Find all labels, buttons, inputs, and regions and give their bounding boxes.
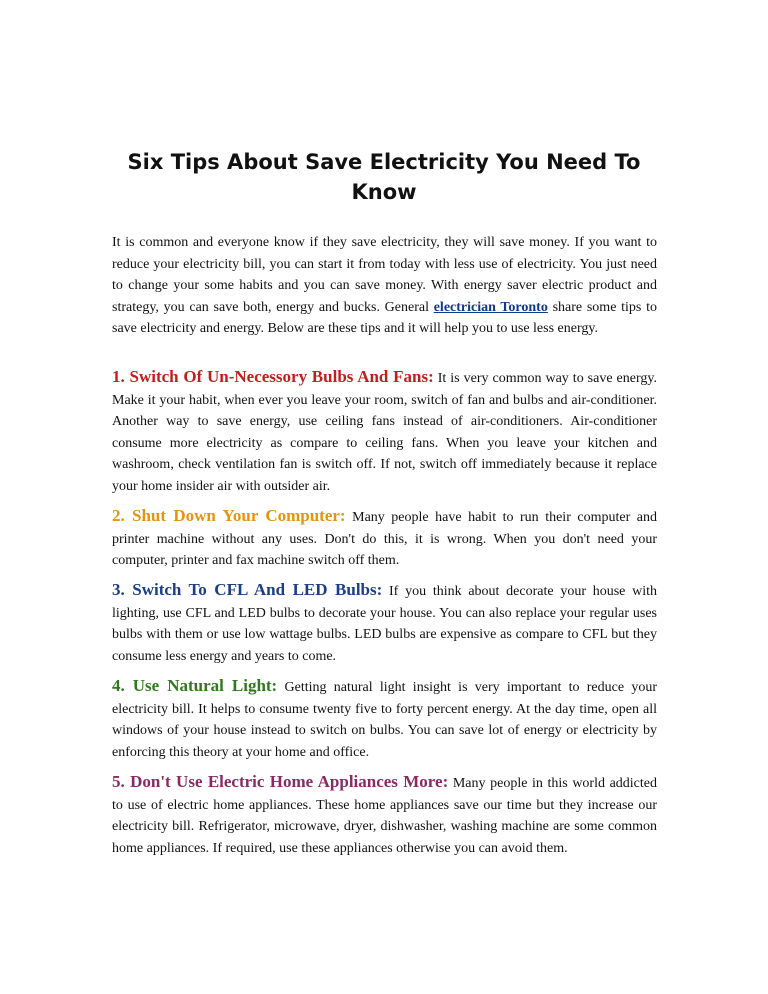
tip-heading: 3. Switch To CFL And LED Bulbs: — [112, 580, 383, 599]
tip-paragraph — [112, 579, 657, 667]
tip-heading: 4. Use Natural Light: — [112, 676, 278, 695]
document-title: Six Tips About Save Electricity You Need To Know — [127, 150, 641, 204]
tip-text: Many people have habit to run their computer and printer machine without any uses. Don't do this, it is wrong. When you don't need your computer, printer and fax machine switch off them. — [112, 510, 657, 568]
electrician-toronto-link[interactable]: electrician Toronto — [433, 299, 548, 315]
tip-heading: 2. Shut Down Your Computer: — [112, 506, 346, 525]
tip-text: Getting natural light insight is very important to reduce your electricity bill. It helps to consume twenty five to forty percent energy. At the day time, open all windows of your house instead to switch on bulbs. You can save lot of energy or electricity by enforcing this theory at your home and office. — [112, 680, 657, 760]
intro-paragraph — [112, 232, 657, 340]
intro-text-start: It is common and everyone know if they save electricity, they will save money. If you want to reduce your electricity bill, you can start it from today with less use of electricity. You just need to change your some habits and you can save money. With energy saver electric product and strategy, you can save both, energy and bucks. General — [112, 235, 657, 315]
tip-text: If you think about decorate your house with lighting, use CFL and LED bulbs to decorate your house. You can also replace your regular uses bulbs with them or use low wattage bulbs. LED bulbs are expensive as compare to CFL but they consume less energy and years to come. — [112, 584, 658, 664]
tip-heading: 5. Don't Use Electric Home Appliances More: — [112, 772, 449, 791]
tip-text: Many people in this world addicted to use of electric home appliances. These home appliances save our time but they increase our electricity bill. Refrigerator, microwave, dryer, dishwasher, washing machine are some common home appliances. If required, use these appliances otherwise you can avoid them. — [112, 776, 657, 856]
intro-text-end: share some tips to save electricity and energy. Below are these tips and it will help you to use less energy. — [112, 299, 657, 336]
tip-paragraph — [112, 505, 657, 572]
tip-text: It is very common way to save energy. Make it your habit, when ever you leave your room, switch of fan and bulbs and air-conditioner. Another way to save energy, use ceiling fans instead of air-conditioners. Air-conditioner consume more electricity as compare to ceiling fans. When you leave your kitchen and washroom, check ventilation fan is switch off. If not, switch off immediately because it replace your home insider air with outsider air. — [112, 371, 657, 494]
tip-paragraph — [112, 366, 657, 497]
tip-paragraph — [112, 771, 657, 859]
tip-paragraph — [112, 675, 657, 763]
tip-heading: 1. Switch Of Un-Necessory Bulbs And Fans: — [112, 367, 434, 386]
